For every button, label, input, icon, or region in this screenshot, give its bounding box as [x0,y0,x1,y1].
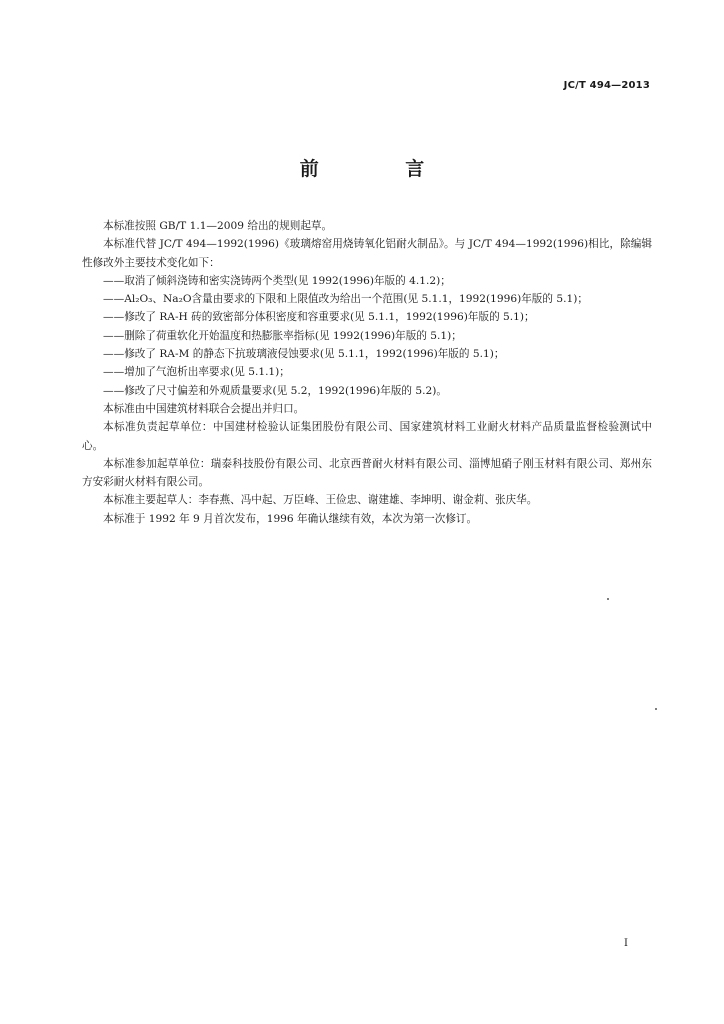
paragraph-drafting-rules: 本标准按照 GB/T 1.1—2009 给出的规则起草。 [103,220,333,232]
paragraph-release-history: 本标准于 1992 年 9 月首次发布，1996 年确认继续有效，本次为第一次修订。 [103,512,478,525]
change-item: ——取消了倾斜浇铸和密实浇铸两个类型(见 1992(1996)年版的 4.1.2)； [103,274,451,287]
paragraph-lead-drafter: 本标准负责起草单位：中国建材检验认证集团股份有限公司、国家建筑材料工业耐火材料产品质量监督检验测试中心。 [82,421,652,452]
standard-code: JC/T 494—2013 [563,80,650,91]
change-item: ——Al₂O₃、Na₂O含量由要求的下限和上限值改为给出一个范围(见 5.1.1，1992(1996)年版的 5.1)； [103,293,588,306]
change-item: ——修改了 RA-H 砖的致密部分体积密度和容重要求(见 5.1.1，1992(1996)年版的 5.1)； [103,311,535,324]
change-item: ——增加了气泡析出率要求(见 5.1.1)； [103,366,290,379]
paragraph-participating-drafters: 本标准参加起草单位：瑞泰科技股份有限公司、北京西普耐火材料有限公司、淄博旭硝子刚玉材料有限公司、郑州东方安彩耐火材料有限公司。 [82,457,652,489]
scan-speck [607,598,609,600]
change-item: ——修改了 RA-M 的静态下抗玻璃液侵蚀要求(见 5.1.1，1992(1996)年版的 5.1)； [103,348,505,361]
foreword-body [82,217,652,528]
paragraph-main-authors: 本标准主要起草人：李春燕、冯中起、万臣峰、王俭忠、谢建雄、李坤明、谢金莉、张庆华。 [103,494,538,507]
paragraph-proposer: 本标准由中国建筑材料联合会提出并归口。 [103,402,305,415]
changes-list [82,272,652,400]
page-number: I [624,938,628,949]
change-item: ——删除了荷重软化开始温度和热膨胀率指标(见 1992(1996)年版的 5.1)； [103,329,462,342]
scan-speck [655,708,657,710]
change-item: ——修改了尺寸偏差和外观质量要求(见 5.2，1992(1996)年版的 5.2)。 [103,384,447,397]
paragraph-replacement: 本标准代替 JC/T 494—1992(1996)《玻璃熔窑用烧铸氧化铝耐火制品》。与 JC/T 494—1992(1996)相比，除编辑性修改外主要技术变化如下： [82,238,652,269]
page-title: 前 言 [299,158,465,180]
